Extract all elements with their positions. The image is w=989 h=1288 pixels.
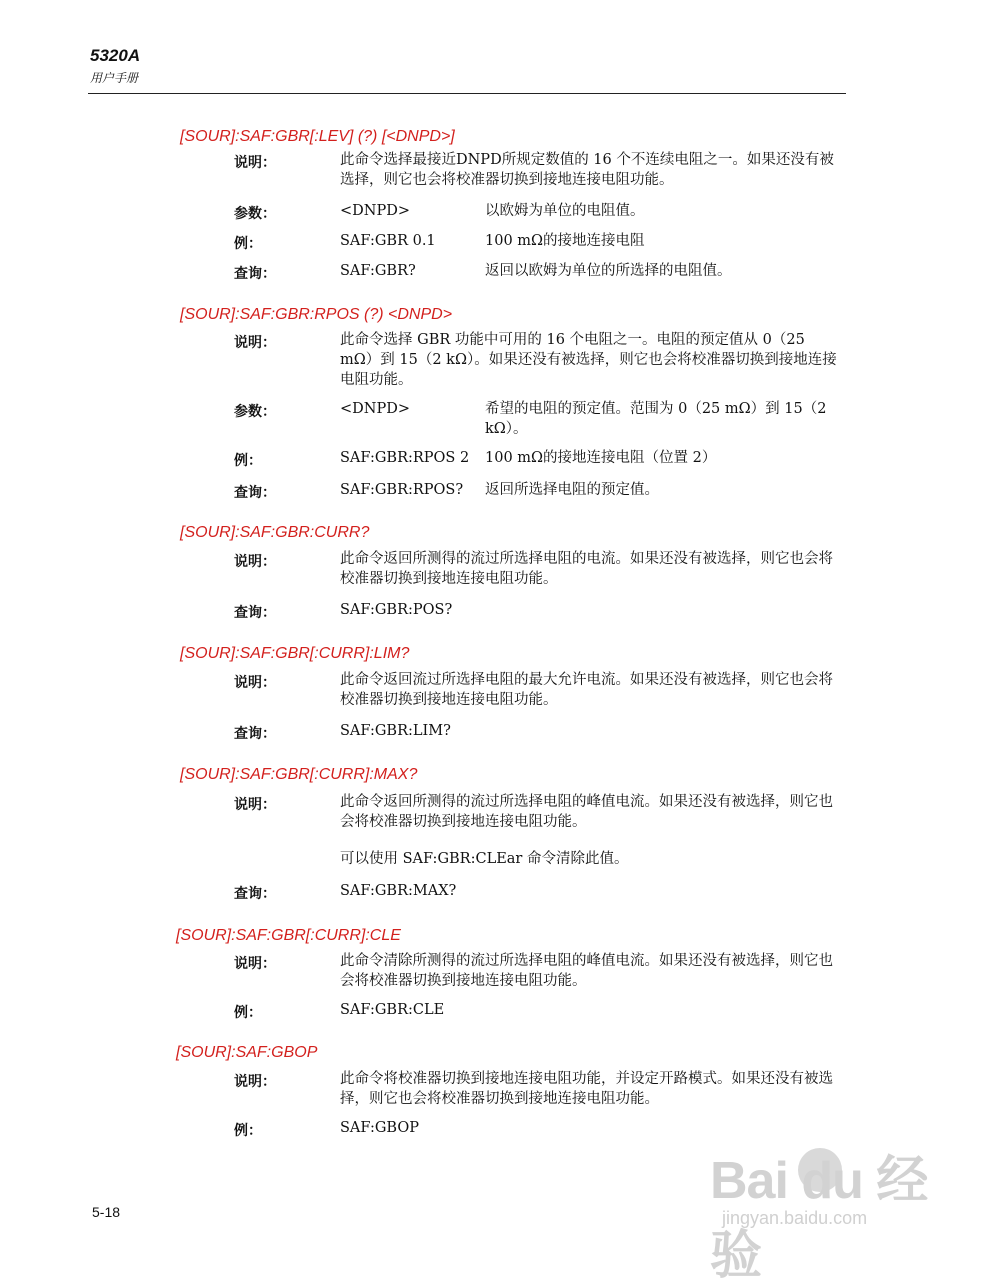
description-text: 此命令返回所测得的流过所选择电阻的电流。如果还没有被选择，则它也会将校准器切换到接地连接电阻功能。 bbox=[340, 551, 833, 587]
query-label: 查询： bbox=[234, 485, 276, 501]
query-note: 返回所选择电阻的预定值。 bbox=[485, 482, 659, 498]
example-label: 例： bbox=[234, 1005, 262, 1021]
command-heading: [SOUR]:SAF:GBR[:CURR]:MAX? bbox=[180, 766, 418, 783]
example-value: SAF:GBR:RPOS 2 bbox=[340, 450, 470, 466]
query-label: 查询： bbox=[234, 886, 276, 902]
example-label: 例： bbox=[234, 236, 262, 252]
description-text: 此命令返回流过所选择电阻的最大允许电流。如果还没有被选择，则它也会将校准器切换到接地连接电阻功能。 bbox=[340, 672, 833, 708]
query-label: 查询： bbox=[234, 266, 276, 282]
description-label: 说明： bbox=[234, 675, 276, 691]
example-value: SAF:GBR 0.1 bbox=[340, 233, 436, 249]
query-label: 查询： bbox=[234, 605, 276, 621]
description-note: 可以使用 SAF:GBR:CLEar 命令清除此值。 bbox=[340, 851, 629, 867]
example-value: SAF:GBR:CLE bbox=[340, 1002, 445, 1018]
description-text: 此命令选择最接近DNPD所规定数值的 16 个不连续电阻之一。如果还没有被选择，则它也会将校准器切换到接地连接电阻功能。 bbox=[340, 152, 834, 188]
query-value: SAF:GBR:MAX? bbox=[340, 883, 457, 899]
query-note: 返回以欧姆为单位的所选择的电阻值。 bbox=[485, 263, 732, 279]
description-label: 说明： bbox=[234, 1074, 276, 1090]
description-label: 说明： bbox=[234, 956, 276, 972]
query-value: SAF:GBR:POS? bbox=[340, 602, 453, 618]
description-label: 说明： bbox=[234, 797, 276, 813]
example-label: 例： bbox=[234, 1123, 262, 1139]
description-label: 说明： bbox=[234, 554, 276, 570]
example-value: SAF:GBOP bbox=[340, 1120, 419, 1136]
description-text: 此命令选择 GBR 功能中可用的 16 个电阻之一。电阻的预定值从 0（25 mΩ）到 15（2 kΩ）。如果还没有被选择，则它也会将校准器切换到接地连接电阻功能。 bbox=[340, 332, 837, 388]
example-note: 100 mΩ的接地连接电阻（位置 2） bbox=[485, 450, 717, 466]
parameter-note: 以欧姆为单位的电阻值。 bbox=[485, 203, 645, 219]
command-heading: [SOUR]:SAF:GBR[:CURR]:CLE bbox=[176, 927, 401, 944]
description-text: 此命令返回所测得的流过所选择电阻的峰值电流。如果还没有被选择，则它也会将校准器切换到接地连接电阻功能。 bbox=[340, 794, 833, 830]
page-number: 5-18 bbox=[92, 1204, 121, 1220]
command-heading: [SOUR]:SAF:GBR[:LEV] (?) [<DNPD>] bbox=[180, 128, 455, 145]
parameter-value: <DNPD> bbox=[340, 401, 410, 417]
parameter-label: 参数： bbox=[234, 404, 276, 420]
parameter-label: 参数： bbox=[234, 206, 276, 222]
manual-subtitle: 用户手册 bbox=[90, 71, 139, 85]
example-label: 例： bbox=[234, 453, 262, 469]
query-value: SAF:GBR:RPOS? bbox=[340, 482, 464, 498]
command-heading: [SOUR]:SAF:GBOP bbox=[176, 1044, 318, 1061]
query-value: SAF:GBR? bbox=[340, 263, 416, 279]
query-label: 查询： bbox=[234, 726, 276, 742]
description-text: 此命令清除所测得的流过所选择电阻的峰值电流。如果还没有被选择，则它也会将校准器切换到接地连接电阻功能。 bbox=[340, 953, 833, 989]
watermark-url: jingyan.baidu.com bbox=[722, 1208, 868, 1228]
description-label: 说明： bbox=[234, 335, 276, 351]
watermark bbox=[700, 1130, 940, 1285]
query-value: SAF:GBR:LIM? bbox=[340, 723, 451, 739]
example-note: 100 mΩ的接地连接电阻 bbox=[485, 233, 645, 249]
command-heading: [SOUR]:SAF:GBR[:CURR]:LIM? bbox=[180, 645, 410, 662]
parameter-value: <DNPD> bbox=[340, 203, 410, 219]
parameter-note: 希望的电阻的预定值。范围为 0（25 mΩ）到 15（2 kΩ）。 bbox=[485, 401, 827, 437]
description-text: 此命令将校准器切换到接地连接电阻功能，并设定开路模式。如果还没有被选择，则它也会将校准器切换到接地连接电阻功能。 bbox=[340, 1071, 833, 1107]
command-heading: [SOUR]:SAF:GBR:RPOS (?) <DNPD> bbox=[180, 306, 453, 323]
watermark-logo: Bai du 经验 bbox=[710, 1152, 928, 1285]
header-rule bbox=[88, 93, 846, 94]
command-heading: [SOUR]:SAF:GBR:CURR? bbox=[180, 524, 370, 541]
description-label: 说明： bbox=[234, 155, 276, 171]
model-name: 5320A bbox=[90, 46, 141, 65]
